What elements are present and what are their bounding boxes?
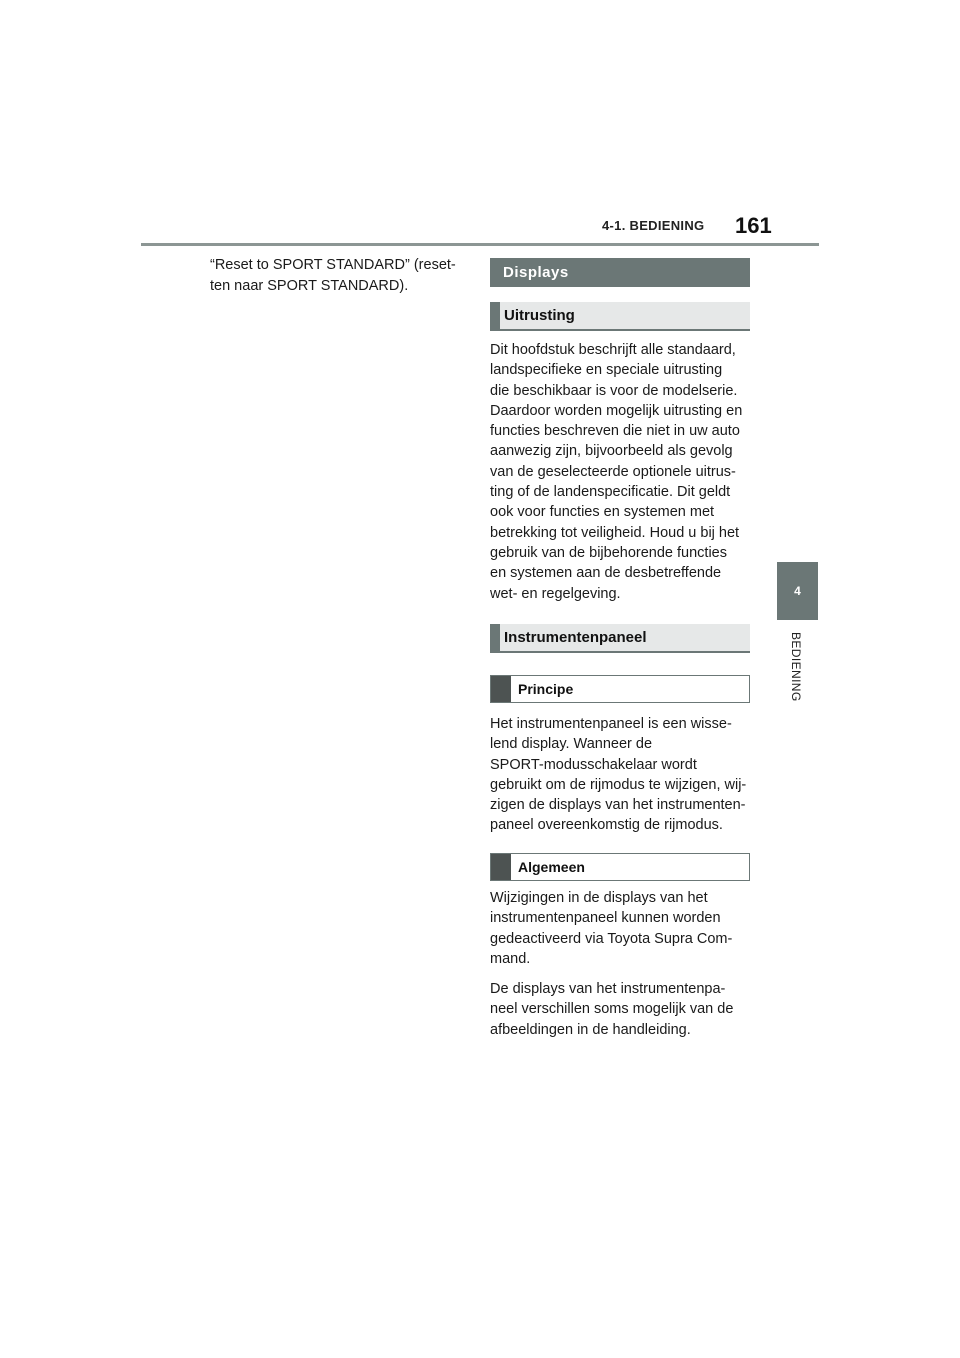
text-line: landspecifieke en speciale uitrusting (490, 362, 723, 379)
text-line: ting of de landenspecificatie. Dit geldt (490, 484, 731, 501)
text-line: die beschikbaar is voor de modelserie. (490, 382, 738, 399)
subheading-principe (490, 675, 750, 703)
chapter-tab-label: BEDIENING (789, 632, 803, 702)
text-line: instrumentenpaneel kunnen worden (490, 910, 721, 927)
heading-marker (491, 676, 511, 702)
text-line: Dit hoofdstuk beschrijft alle standaard, (490, 342, 736, 358)
text-line: gedeactiveerd via Toyota Supra Com- (490, 930, 733, 947)
text-line: ook voor functies en systemen met (490, 504, 715, 521)
text-line: paneel overeenkomstig de rijmodus. (490, 817, 723, 834)
subheading-principe-label: Principe (518, 681, 574, 697)
header-divider (141, 243, 819, 246)
text-line: SPORT-modusschakelaar wordt (490, 756, 697, 773)
uitrusting-paragraph (490, 340, 750, 604)
text-line: wet- en regelgeving. (490, 585, 621, 602)
text-line: Wijzigingen in de displays van het (490, 890, 708, 906)
heading-marker (491, 854, 511, 880)
subheading-algemeen (490, 853, 750, 881)
header-section-title: 4-1. BEDIENING (602, 218, 705, 233)
text-line: mand. (490, 950, 531, 967)
text-line: “Reset to SPORT STANDARD” (reset- (210, 257, 456, 273)
text-line: ten naar SPORT STANDARD). (210, 277, 409, 294)
text-line: en systemen aan de desbetreffende (490, 565, 722, 582)
text-line: Het instrumentenpaneel is een wisse- (490, 716, 732, 732)
algemeen-paragraph-2 (490, 979, 750, 1040)
text-line: neel verschillen soms mogelijk van de (490, 1001, 734, 1018)
subheading-instrumentenpaneel: Instrumentenpaneel (490, 624, 750, 653)
text-line: Daardoor worden mogelijk uitrusting en (490, 402, 743, 419)
text-line: gebruikt om de rijmodus te wijzigen, wij- (490, 776, 747, 793)
text-line: zigen de displays van het instrumenten- (490, 797, 746, 814)
text-line: van de geselecteerde optionele uitrus- (490, 463, 736, 480)
page-number: 161 (735, 213, 772, 238)
left-column-text (210, 255, 470, 296)
subheading-algemeen-label: Algemeen (518, 859, 585, 875)
text-line: gebruik van de bijbehorende functies (490, 544, 727, 561)
text-line: De displays van het instrumentenpa- (490, 981, 726, 997)
subheading-uitrusting: Uitrusting (490, 302, 750, 331)
algemeen-paragraph-1 (490, 888, 750, 969)
text-line: betrekking tot veiligheid. Houd u bij het (490, 524, 740, 541)
text-line: aanwezig zijn, bijvoorbeeld als gevolg (490, 443, 733, 460)
text-line: afbeeldingen in de handleiding. (490, 1021, 691, 1038)
chapter-tab-number: 4 (777, 562, 818, 620)
principe-paragraph (490, 714, 750, 836)
text-line: functies beschreven die niet in uw auto (490, 423, 740, 440)
section-heading-displays: Displays (490, 258, 750, 287)
text-line: lend display. Wanneer de (490, 736, 653, 753)
